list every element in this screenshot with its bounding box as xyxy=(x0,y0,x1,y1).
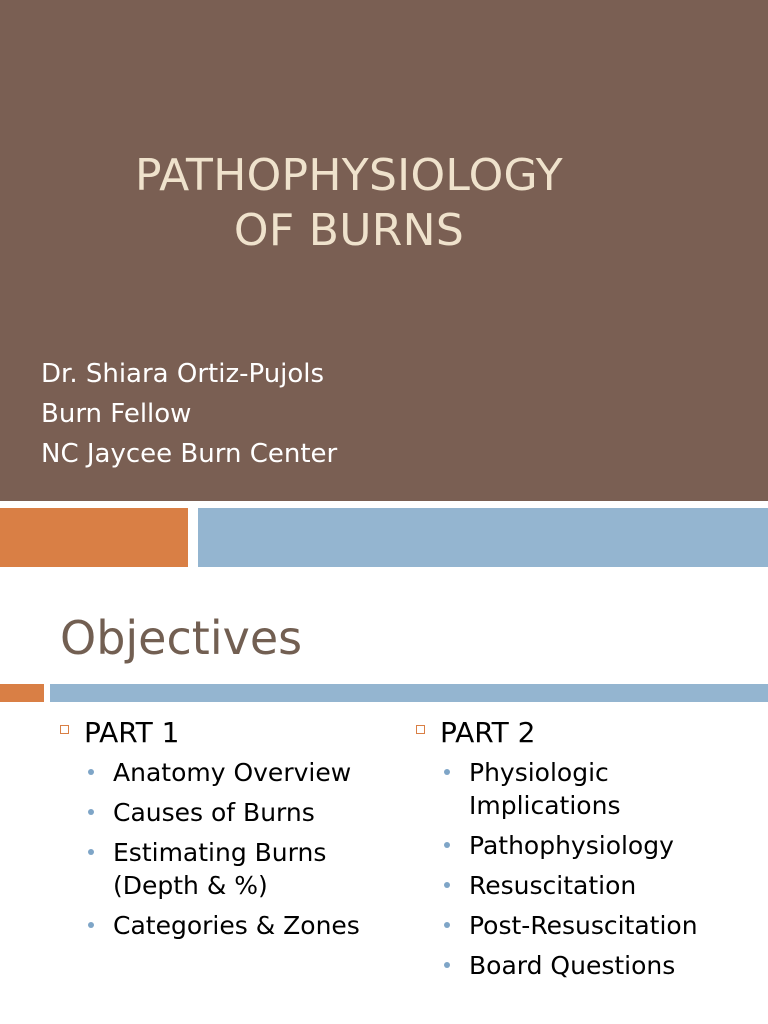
accent-bar-orange xyxy=(0,508,188,567)
objectives-column-part-2 xyxy=(416,712,756,989)
objectives-column-part-1 xyxy=(60,712,380,949)
part-heading-label: PART 1 xyxy=(84,716,180,749)
square-bullet-icon xyxy=(416,725,425,734)
dot-bullet-icon xyxy=(88,849,94,855)
list-item-label: Resuscitation xyxy=(469,871,637,900)
slide-title xyxy=(0,148,698,258)
list-item-label: Pathophysiology xyxy=(469,831,674,860)
list-item-label: Estimating Burns (Depth & %) xyxy=(113,838,327,900)
dot-bullet-icon xyxy=(444,962,450,968)
presenter-role: Burn Fellow xyxy=(41,399,192,429)
list-item xyxy=(442,756,756,822)
part-2-topic-list xyxy=(416,756,756,982)
divider-bar-orange xyxy=(0,684,44,702)
list-item-label: Physiologic Implications xyxy=(469,758,621,820)
dot-bullet-icon xyxy=(444,922,450,928)
dot-bullet-icon xyxy=(88,809,94,815)
list-item xyxy=(86,836,380,902)
list-item xyxy=(86,909,380,942)
list-item-label: Causes of Burns xyxy=(113,798,315,827)
slide-subtitle xyxy=(41,354,337,474)
list-item xyxy=(86,756,380,789)
dot-bullet-icon xyxy=(88,922,94,928)
dot-bullet-icon xyxy=(444,842,450,848)
part-heading xyxy=(60,712,380,754)
list-item xyxy=(442,829,756,862)
list-item-label: Categories & Zones xyxy=(113,911,360,940)
list-item xyxy=(442,909,756,942)
dot-bullet-icon xyxy=(88,769,94,775)
dot-bullet-icon xyxy=(444,882,450,888)
list-item xyxy=(442,949,756,982)
list-item xyxy=(86,796,380,829)
title-slide xyxy=(0,0,768,501)
part-heading-label: PART 2 xyxy=(440,716,536,749)
part-1-topic-list xyxy=(60,756,380,942)
list-item-label: Board Questions xyxy=(469,951,676,980)
presenter-name: Dr. Shiara Ortiz-Pujols xyxy=(41,359,325,389)
presenter-institution: NC Jaycee Burn Center xyxy=(41,439,338,469)
dot-bullet-icon xyxy=(444,769,450,775)
list-item-label: Post-Resuscitation xyxy=(469,911,698,940)
slide-title-line-1: PATHOPHYSIOLOGY xyxy=(135,150,563,201)
part-heading xyxy=(416,712,756,754)
slide-title-line-2: OF BURNS xyxy=(233,205,465,256)
accent-bar-blue xyxy=(198,508,768,567)
list-item xyxy=(442,869,756,902)
square-bullet-icon xyxy=(60,725,69,734)
objectives-title: Objectives xyxy=(60,611,303,665)
list-item-label: Anatomy Overview xyxy=(113,758,352,787)
divider-bar-blue xyxy=(50,684,768,702)
